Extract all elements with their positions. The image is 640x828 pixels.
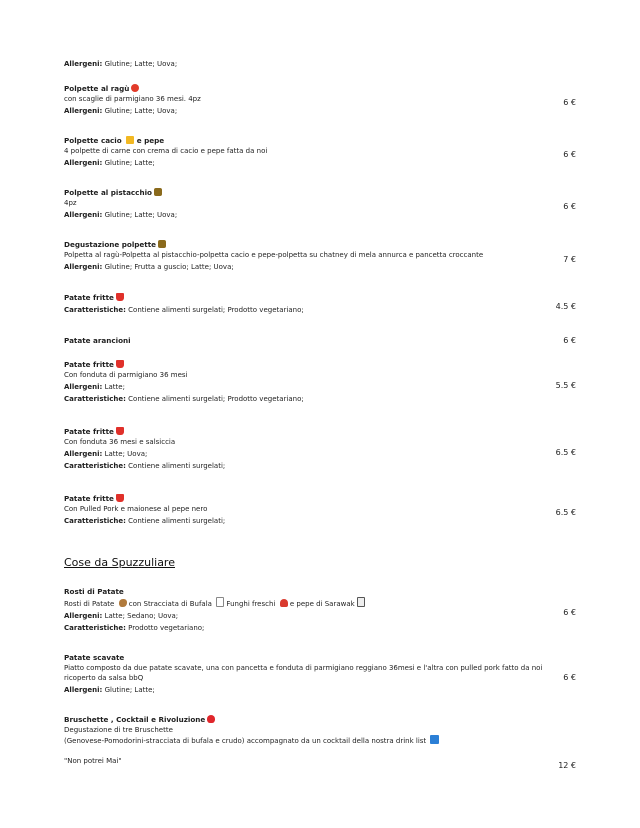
item-name-suffix: e pepe	[136, 136, 165, 145]
allergen-values: Glutine; Latte; Uova;	[104, 107, 178, 115]
allergen-label: Allergeni:	[64, 450, 103, 458]
characteristics-label: Caratteristiche:	[64, 517, 126, 525]
menu-item	[64, 293, 576, 315]
allergen-label: Allergeni:	[64, 60, 103, 68]
menu-item	[64, 84, 576, 116]
item-price: 6 €	[563, 150, 576, 159]
item-name: Polpette al pistacchio	[64, 188, 152, 197]
menu-item	[64, 136, 576, 168]
item-name: Polpette al ragù	[64, 84, 130, 93]
menu-item	[64, 360, 576, 404]
item-description-part: Funghi freschi	[226, 600, 276, 608]
item-price: 6 €	[563, 98, 576, 107]
allergen-label: Allergeni:	[64, 383, 103, 391]
item-name: Bruschette , Cocktail e Rivoluzione	[64, 715, 206, 724]
menu-item	[64, 427, 576, 471]
item-price: 5.5 €	[555, 381, 576, 390]
menu-item	[64, 587, 576, 633]
allergen-label: Allergeni:	[64, 211, 103, 219]
item-name: Patate fritte	[64, 427, 114, 436]
item-name: Patate scavate	[64, 653, 125, 662]
item-price: 6.5 €	[555, 448, 576, 457]
allergen-values: Glutine; Frutta a guscio; Latte; Uova;	[104, 263, 234, 271]
item-price: 12 €	[558, 761, 576, 770]
item-price: 6.5 €	[555, 508, 576, 517]
pistachio-bowl-icon	[154, 188, 162, 196]
missing-glyph-icon	[216, 597, 224, 607]
menu-item	[64, 188, 576, 220]
menu-item-continuation	[64, 57, 576, 69]
characteristics-values: Contiene alimenti surgelati; Prodotto vegetariano;	[128, 306, 304, 314]
characteristics-label: Caratteristiche:	[64, 395, 126, 403]
menu-item	[64, 240, 576, 272]
allergen-values: Glutine; Latte;	[104, 159, 155, 167]
pistachio-bowl-icon	[158, 240, 166, 248]
item-name: Patate fritte	[64, 293, 114, 302]
item-description: Polpetta al ragù-Polpetta al pistacchio-polpetta cacio e pepe-polpetta su chatney di mela annurca e pancetta croccante	[64, 251, 484, 259]
allergen-values: Glutine; Latte;	[104, 686, 155, 694]
characteristics-label: Caratteristiche:	[64, 306, 126, 314]
fries-icon	[116, 494, 124, 502]
fries-icon	[116, 360, 124, 368]
item-price: 4.5 €	[555, 302, 576, 311]
allergen-label: Allergeni:	[64, 612, 103, 620]
characteristics-label: Caratteristiche:	[64, 462, 126, 470]
pepper-jar-icon	[357, 597, 365, 607]
item-name: Degustazione polpette	[64, 240, 157, 249]
item-description: Piatto composto da due patate scavate, una con pancetta e fonduta di parmigiano reggiano 36mesi e l'altra con pulled pork fatto da noi ricoperto da salsa bbQ	[64, 664, 543, 682]
item-description: Rosti di Patate	[64, 600, 115, 608]
characteristics-values: Contiene alimenti surgelati;	[128, 517, 226, 525]
item-description-part: con Stracciata di Bufala	[128, 600, 212, 608]
item-name: Rosti di Patate	[64, 587, 124, 596]
heart-icon	[207, 715, 215, 723]
item-description: con scaglie di parmigiano 36 mesi. 4pz	[64, 95, 201, 103]
item-description: Degustazione di tre Bruschette	[64, 726, 173, 734]
characteristics-values: Contiene alimenti surgelati;	[128, 462, 226, 470]
info-icon	[430, 735, 439, 744]
allergen-label: Allergeni:	[64, 263, 103, 271]
allergen-label: Allergeni:	[64, 686, 103, 694]
item-description-part: (Genovese-Pomodorini-stracciata di bufala e crudo) accompagnato da un cocktail della nostra drink list	[64, 737, 427, 745]
cheese-icon	[126, 136, 134, 144]
item-name: Patate fritte	[64, 360, 114, 369]
characteristics-values: Prodotto vegetariano;	[128, 624, 205, 632]
fries-icon	[116, 293, 124, 301]
item-description: Con fonduta di parmigiano 36 mesi	[64, 371, 188, 379]
item-description: Con fonduta 36 mesi e salsiccia	[64, 438, 176, 446]
item-description-part: e pepe di Sarawak	[289, 600, 355, 608]
allergen-values: Glutine; Latte; Uova;	[104, 60, 178, 68]
allergen-values: Latte;	[104, 383, 125, 391]
characteristics-values: Contiene alimenti surgelati; Prodotto vegetariano;	[128, 395, 304, 403]
item-price: 6 €	[563, 202, 576, 211]
item-description: 4pz	[64, 199, 77, 207]
item-price: 6 €	[563, 336, 576, 345]
menu-item	[64, 653, 576, 695]
potato-icon	[119, 599, 127, 607]
characteristics-label: Caratteristiche:	[64, 624, 126, 632]
section-title: Cose da Spuzzuliare	[64, 556, 175, 569]
allergen-label: Allergeni:	[64, 159, 103, 167]
allergen-values: Latte; Sedano; Uova;	[104, 612, 179, 620]
menu-item	[64, 494, 576, 526]
item-option: "Non potrei Mai"	[64, 757, 122, 765]
fries-icon	[116, 427, 124, 435]
menu-item	[64, 336, 576, 346]
tomato-icon	[131, 84, 139, 92]
allergen-values: Glutine; Latte; Uova;	[104, 211, 178, 219]
item-name: Patate arancioni	[64, 336, 131, 345]
item-name: Patate fritte	[64, 494, 114, 503]
allergen-label: Allergeni:	[64, 107, 103, 115]
item-name: Polpette cacio	[64, 136, 122, 145]
item-price: 7 €	[563, 255, 576, 264]
item-price: 6 €	[563, 673, 576, 682]
allergen-values: Latte; Uova;	[104, 450, 148, 458]
menu-item	[64, 715, 576, 770]
item-description: 4 polpette di carne con crema di cacio e pepe fatta da noi	[64, 147, 268, 155]
mushroom-icon	[280, 599, 288, 607]
item-price: 6 €	[563, 608, 576, 617]
item-description: Con Pulled Pork e maionese al pepe nero	[64, 505, 208, 513]
